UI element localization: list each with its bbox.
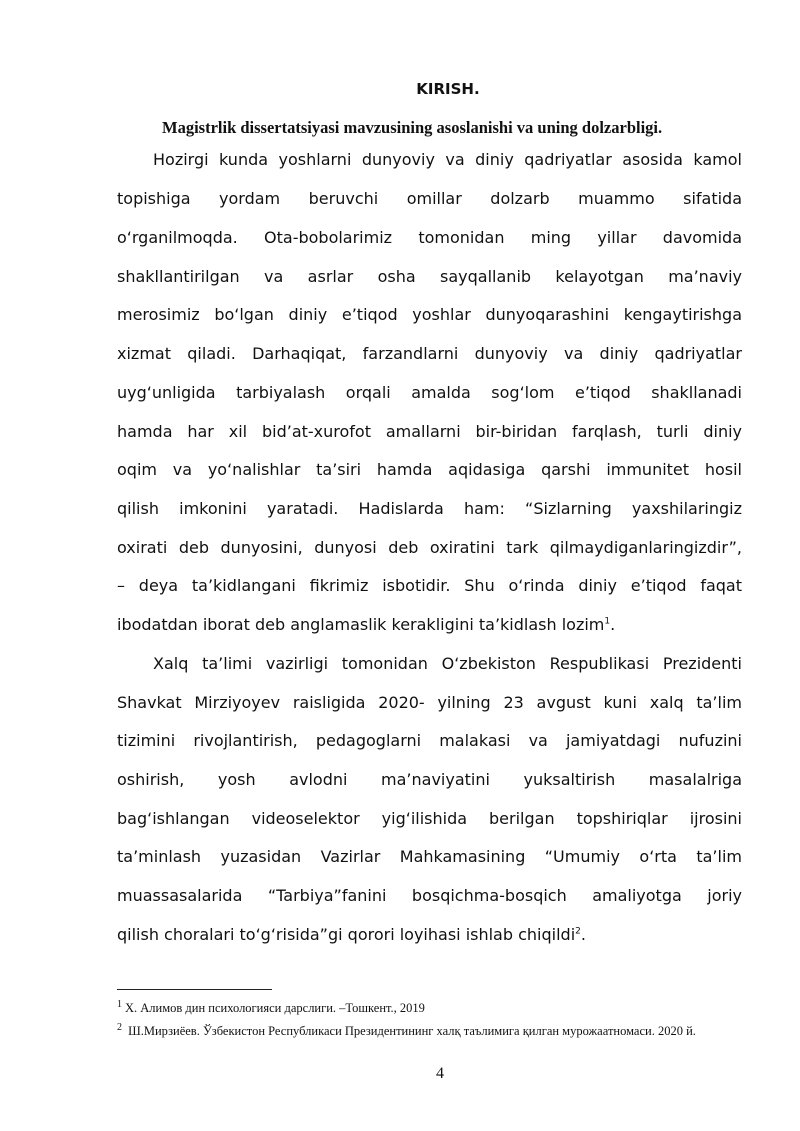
line-end: . xyxy=(610,615,616,634)
paragraph-line: Shavkat Mirziyoyev raisligida 2020- yilning 23 avgust kuni xalq ta’lim xyxy=(117,693,742,712)
paragraph-line: oshirish, yosh avlodni ma’naviyatini yuksaltirish masalalriga xyxy=(117,770,742,789)
paragraph-line: qilish imkonini yaratadi. Hadislarda ham: “Sizlarning yaxshilaringiz xyxy=(117,499,742,518)
line-end: . xyxy=(580,925,586,944)
footnote-text: Х. Алимов дин психологияси дарслиги. –Тошкент., 2019 xyxy=(125,1001,425,1015)
paragraph-line: Hozirgi kunda yoshlarni dunyoviy va diniy qadriyatlar asosida kamol xyxy=(153,150,742,169)
paragraph-line xyxy=(117,613,742,637)
footnote-separator xyxy=(117,989,272,990)
paragraph-line-text: qilish choralari to‘g‘risida”gi qorori loyihasi ishlab chiqildi xyxy=(117,925,576,944)
footnote-mark: 2 xyxy=(117,1021,122,1033)
footnote-ref[interactable]: 2 xyxy=(575,926,581,937)
paragraph-line: oqim va yo‘nalishlar ta’siri hamda aqidasiga qarshi immunitet hosil xyxy=(117,460,742,479)
paragraph-line: merosimiz bo‘lgan diniy e’tiqod yoshlar dunyoqarashini kengaytirishga xyxy=(117,305,742,324)
paragraph-line: ta’minlash yuzasidan Vazirlar Mahkamasining “Umumiy o‘rta ta’lim xyxy=(117,847,742,866)
paragraph-line-text: ibodatdan iborat deb anglamaslik kerakligini ta’kidlash lozim xyxy=(117,615,605,634)
section-heading: KIRISH. xyxy=(416,80,480,98)
paragraph-line: muassasalarida “Tarbiya”fanini bosqichma-bosqich amaliyotga joriy xyxy=(117,886,742,905)
footnote xyxy=(117,998,425,1016)
paragraph-line: uyg‘unligida tarbiyalash orqali amalda sog‘lom e’tiqod shakllanadi xyxy=(117,383,742,402)
section-subheading: Magistrlik dissertatsiyasi mavzusining asoslanishi va uning dolzarbligi. xyxy=(162,118,663,137)
page-number: 4 xyxy=(436,1065,444,1082)
footnote-ref[interactable]: 1 xyxy=(604,616,611,627)
paragraph-line: – deya ta’kidlangani fikrimiz isbotidir. Shu o‘rinda diniy e’tiqod faqat xyxy=(117,576,742,595)
paragraph-line: oxirati deb dunyosini, dunyosi deb oxiratini tark qilmaydiganlaringizdir”, xyxy=(117,538,742,557)
paragraph-line: bag‘ishlangan videoselektor yig‘ilishida berilgan topshiriqlar ijrosini xyxy=(117,809,742,828)
paragraph-line: topishiga yordam beruvchi omillar dolzarb muammo sifatida xyxy=(117,189,742,208)
footnote-text: Ш.Мирзиёев. Ўзбекистон Республикаси Президентининг халқ таълимига қилган мурожаатномаси. 2020 й. xyxy=(125,1024,696,1038)
paragraph-line: o‘rganilmoqda. Ota-bobolarimiz tomonidan ming yillar davomida xyxy=(117,228,742,247)
paragraph-line: Xalq ta’limi vazirligi tomonidan O‘zbekiston Respublikasi Prezidenti xyxy=(153,654,742,673)
paragraph-line: xizmat qiladi. Darhaqiqat, farzandlarni dunyoviy va diniy qadriyatlar xyxy=(117,344,742,363)
paragraph-line: tizimini rivojlantirish, pedagoglarni malakasi va jamiyatdagi nufuzini xyxy=(117,731,742,750)
paragraph-line xyxy=(117,923,742,947)
paragraph-line: shakllantirilgan va asrlar osha sayqallanib kelayotgan ma’naviy xyxy=(117,267,742,286)
paragraph-line: hamda har xil bid’at-xurofot amallarni bir-biridan farqlash, turli diniy xyxy=(117,422,742,441)
footnote xyxy=(117,1021,696,1039)
footnote-mark: 1 xyxy=(117,998,122,1010)
